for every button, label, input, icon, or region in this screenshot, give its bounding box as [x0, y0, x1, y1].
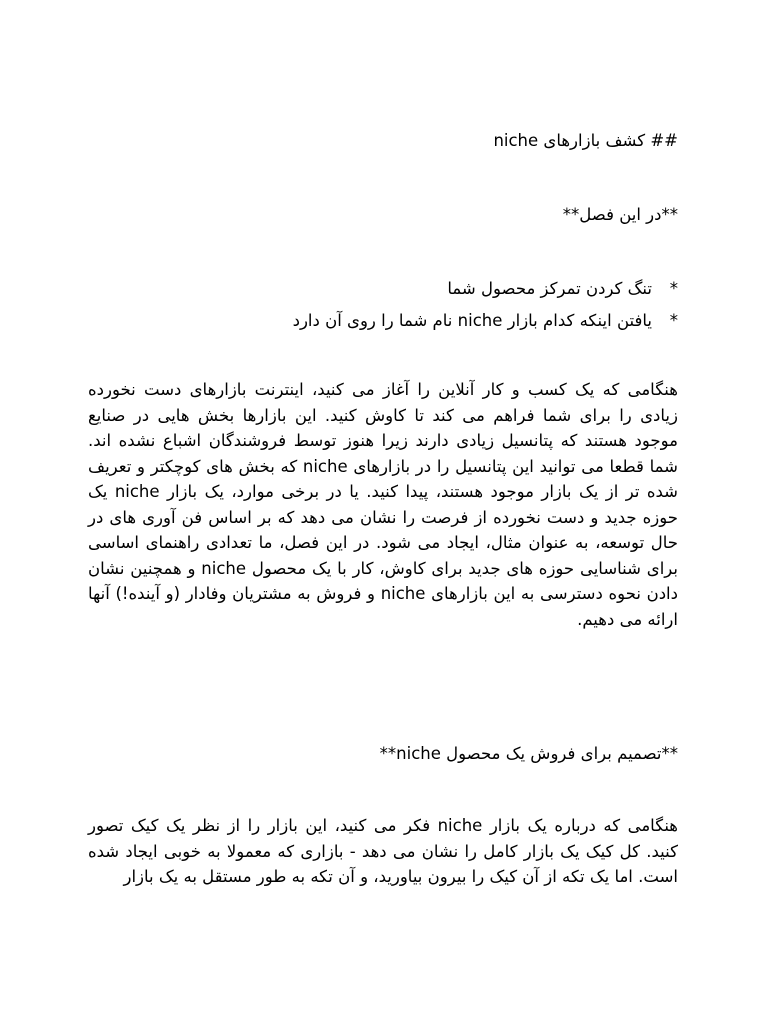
- bullet-marker: *: [669, 311, 678, 330]
- bullet-marker: *: [669, 279, 678, 298]
- bullet-item: [88, 308, 678, 340]
- bullet-item: [88, 276, 678, 308]
- document-page: [88, 0, 678, 1024]
- body-paragraph: هنگامی که درباره یک بازار niche فکر می کنید، این بازار را از نظر یک کیک تصور کنید. کل کیک یک بازار کامل را نشان می دهد - بازاری که معمولا به خوبی ایجاد شده است. اما یک تکه از آن کیک را بیرون بیاورید، و آن تکه به طور مستقل به یک بازار: [88, 816, 678, 886]
- bullet-text: یافتن اینکه کدام بازار niche نام شما را روی آن دارد: [292, 311, 652, 330]
- chapter-bullet-list: [88, 276, 678, 340]
- in-this-chapter-label: **در این فصل**: [562, 205, 678, 224]
- intro-paragraph: هنگامی که یک کسب و کار آنلاین را آغاز می کنید، اینترنت بازارهای دست نخورده زیادی را برای شما فراهم می کند تا کاوش کنید. این بازارها بخش هایی در صنایع موجود هستند که پتانسیل زیادی دارند زیرا هنوز توسط فروشندگان اشباع نشده اند. شما قطعا می توانید این پتانسیل را در بازارهای niche که بخش های کوچکتر و تعریف شده تر از یک بازار موجود هستند، پیدا کنید. یا در برخی موارد، یک بازار niche یک حوزه جدید و دست نخورده از فرصت را نشان می دهد که بر اساس فن آوری های در حال توسعه، به عنوان مثال، ایجاد می شود. در این فصل، ما تعدادی راهنمای اساسی برای شناسایی حوزه های جدید برای کاوش، کار با یک محصول niche و همچنین نشان دادن نحوه دسترسی به این بازارهای niche و فروش به مشتریان وفادار (و آینده!) آنها ارائه می دهیم.: [88, 380, 679, 629]
- bullet-text: تنگ کردن تمرکز محصول شما: [447, 279, 652, 298]
- chapter-title: ## کشف بازارهای niche: [493, 131, 678, 150]
- section-heading: **تصمیم برای فروش یک محصول niche**: [379, 744, 678, 763]
